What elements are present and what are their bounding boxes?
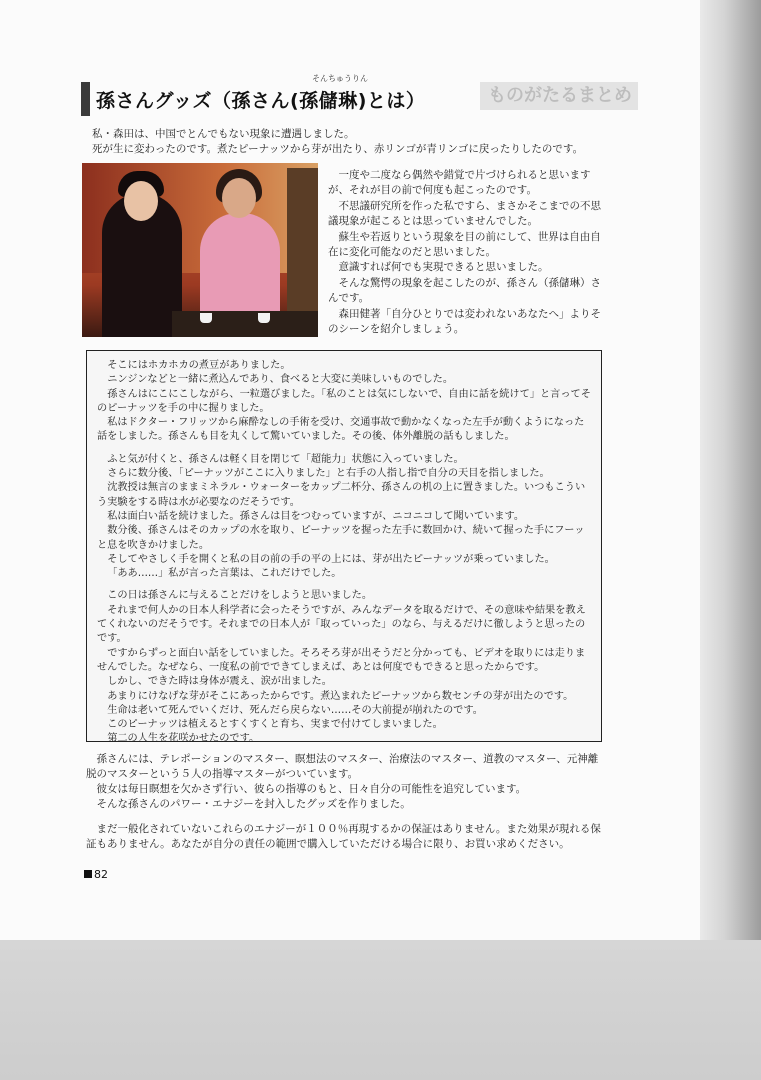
excerpt-line: そしてやさしく手を開くと私の目の前の手の平の上には、芽が出たピーナッツが乗っていました。 — [107, 553, 555, 565]
quoted-excerpt-box — [86, 350, 602, 745]
page-number — [84, 868, 108, 881]
scanner-background — [0, 940, 761, 1080]
excerpt-line: ふと気が付くと、孫さんは軽く目を閉じて「超能力」状態に入っていました。 — [107, 453, 464, 465]
excerpt-line: 第二の人生を花咲かせたのです。 — [107, 733, 260, 745]
excerpt-line: 数分後、孫さんはそのカップの水を取り、ピーナッツを握った左手に数回かけ、続いて握った手にフーッと息を吹きかけました。 — [97, 525, 585, 551]
excerpt-line: このピーナッツは植えるとすくすくと育ち、実まで付けてしまいました。 — [107, 719, 443, 731]
side-paragraph: 不思議研究所を作った私ですら、まさかそこまでの不思議現象が起こるとは思っていませんでした。 — [328, 199, 601, 228]
intro-line: 死が生に変わったのです。煮たピーナッツから芽が出たり、赤リンゴが青リンゴに戻ったりしたのです。 — [92, 143, 584, 155]
excerpt-line: ですからずっと面白い話をしていました。そろそろ芽が出そうだと分かっても、ビデオを取りには走りませんでした。なぜなら、一度私の前でできてしまえば、あとは何度でもできると思ったからです。 — [97, 647, 586, 673]
excerpt-line: それまで何人かの日本人科学者に会ったそうですが、みんなデータを取るだけで、その意味や結果を教えてくれないのだそうです。それまでの日本人が「取っていった」のなら、与えるだけに徹しようと思ったのです。 — [97, 604, 586, 645]
intro-line: 私・森田は、中国でとんでもない現象に遭遇しました。 — [92, 128, 355, 140]
side-paragraph: 蘇生や若返りという現象を目の前にして、世界は自由自在に変化可能なのだと思いました。 — [328, 230, 601, 259]
excerpt-line: ニンジンなどと一緒に煮込んであり、食べると大変に美味しいものでした。 — [107, 374, 454, 386]
side-paragraph: 森田健著「自分ひとりでは変われないあなたへ」よりそのシーンを紹介しましょう。 — [328, 307, 601, 336]
excerpt-line: 孫さんはにこにこしながら、一粒選びました。「私のことは気にしないで、自由に話を続けて」と言ってそのピーナッツを手の中に握りました。 — [97, 388, 591, 414]
closing-line: 彼女は毎日瞑想を欠かさず行い、彼らの指導のもと、日々自分の可能性を追究しています。 — [96, 783, 527, 795]
excerpt-line: この日は孫さんに与えることだけをしようと思いました。 — [107, 590, 373, 602]
closing-line: 孫さんには、テレポーションのマスター、瞑想法のマスター、治療法のマスター、道教のマスター、元神離脱のマスターという５人の指導マスターがついています。 — [86, 753, 599, 780]
bleed-through-title: ものがたるまとめ — [480, 82, 638, 110]
intro-text — [92, 127, 612, 157]
excerpt-line: 生命は老いて死んでいくだけ、死んだら戻らない……その大前提が崩れたのです。 — [107, 704, 483, 716]
page-title: 孫さんグッズ（孫さん(孫儲琳)とは） — [96, 90, 426, 112]
excerpt-line: さらに数分後、「ピーナッツがここに入りました」と右手の人指し指で自分の天目を指しました。 — [107, 468, 550, 480]
title-ruby: そんちゅうりん — [312, 74, 368, 83]
excerpt-line: 沈教授は無言のままミネラル・ウォーターをカップ二杯分、孫さんの机の上に置きました。いつもこういう実験をする時は水が必要なのだそうです。 — [97, 482, 586, 508]
side-paragraph: そんな驚愕の現象を起こしたのが、孫さん（孫儲琳）さんです。 — [328, 276, 601, 305]
side-paragraph: 一度や二度なら偶然や錯覚で片づけられると思いますが、それが目の前で何度も起こったのです。 — [328, 169, 591, 197]
closing-text — [86, 752, 606, 852]
page-number-marker — [84, 870, 92, 878]
photo-two-women — [82, 163, 318, 337]
side-paragraph: 意識すれば何でも実現できると思いました。 — [338, 261, 549, 274]
excerpt-line: 私はドクター・フリッツから麻酔なしの手術を受け、交通事故で動かなくなった左手が動くようになった話をしました。孫さんも目を丸くして驚いていました。その後、体外離脱の話もしました。 — [97, 417, 585, 443]
excerpt-line: 私は面白い話を続けました。孫さんは目をつむっていますが、ニコニコして聞いています。 — [107, 510, 525, 522]
title-marker — [81, 82, 90, 116]
excerpt-line: 「ああ……」私が言った言葉は、これだけでした。 — [107, 568, 342, 580]
closing-line: そんな孫さんのパワー・エナジーを封入したグッズを作りました。 — [96, 798, 411, 810]
side-text — [328, 168, 603, 337]
page-edge — [700, 0, 761, 940]
closing-line: まだ一般化されていないこれらのエナジーが１００％再現するかの保証はありません。また効果が現れる保証もありません。あなたが自分の責任の範囲で購入していただける場合に限り、お買い求めください。 — [86, 823, 601, 850]
excerpt-line: しかし、できた時は身体が震え、涙が出ました。 — [107, 676, 332, 688]
page-number-text: 82 — [94, 868, 108, 881]
excerpt-line: そこにはホカホカの煮豆がありました。 — [107, 360, 291, 371]
excerpt-line: あまりにけなげな芽がそこにあったからです。煮込まれたピーナッツから数センチの芽が出たのです。 — [107, 690, 574, 702]
